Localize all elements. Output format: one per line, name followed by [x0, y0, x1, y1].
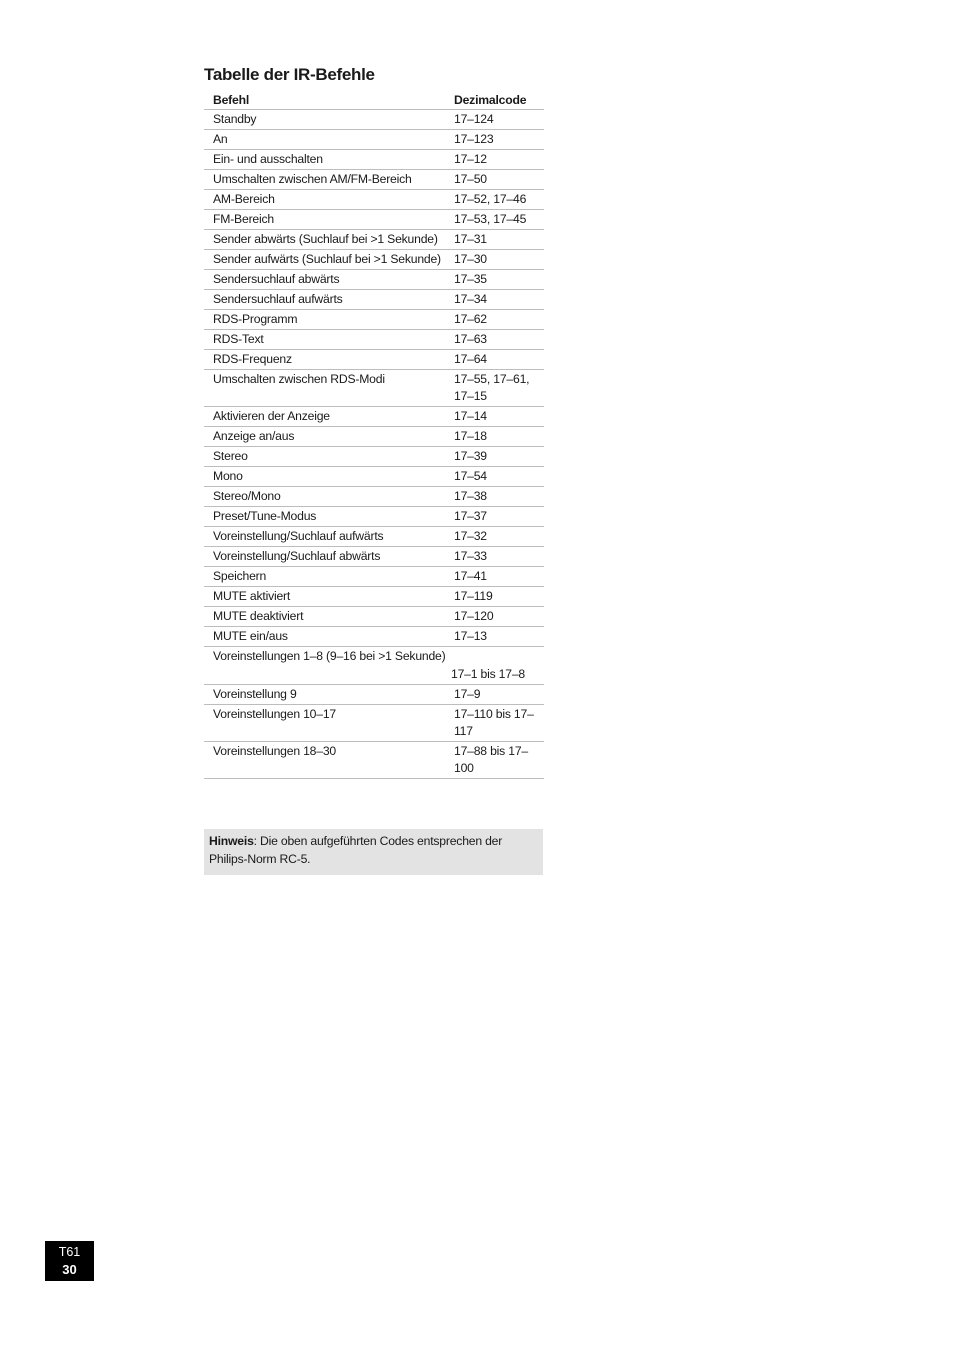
command-cell: Standby: [204, 110, 451, 130]
command-cell: Sender aufwärts (Suchlauf bei >1 Sekunde): [204, 250, 451, 270]
table-header-row: [204, 90, 544, 110]
code-cell: 17–63: [451, 330, 544, 350]
code-cell: 17–50: [451, 170, 544, 190]
table-row: [204, 190, 544, 210]
note-label: Hinweis: [209, 834, 254, 848]
code-cell: 17–124: [451, 110, 544, 130]
table-row: [204, 467, 544, 487]
table-row: [204, 427, 544, 447]
table-row: [204, 330, 544, 350]
table-row: [204, 587, 544, 607]
table-row: [204, 310, 544, 330]
code-cell: 17–41: [451, 567, 544, 587]
code-cell: 17–119: [451, 587, 544, 607]
command-cell: RDS-Programm: [204, 310, 451, 330]
code-cell: 17–31: [451, 230, 544, 250]
note-text: : Die oben aufgeführten Codes entsprechen der Philips-Norm RC-5.: [209, 834, 503, 866]
code-cell: 17–18: [451, 427, 544, 447]
column-header-command: Befehl: [204, 90, 451, 110]
command-cell: Umschalten zwischen AM/FM-Bereich: [204, 170, 451, 190]
code-cell: 17–13: [451, 627, 544, 647]
code-cell: 17–34: [451, 290, 544, 310]
code-cell: 17–64: [451, 350, 544, 370]
command-cell: Voreinstellung/Suchlauf aufwärts: [204, 527, 451, 547]
command-cell: Voreinstellung 9: [204, 685, 451, 705]
table-row: [204, 110, 544, 130]
code-cell: 17–12: [451, 150, 544, 170]
table-row: [204, 547, 544, 567]
table-row: [204, 742, 544, 779]
command-cell: Speichern: [204, 567, 451, 587]
command-cell: MUTE aktiviert: [204, 587, 451, 607]
page-title: Tabelle der IR-Befehle: [204, 65, 375, 84]
code-cell: 17–38: [451, 487, 544, 507]
page-number-badge: [45, 1241, 94, 1281]
code-cell: 17–32: [451, 527, 544, 547]
table-row: [204, 350, 544, 370]
table-row: [204, 607, 544, 627]
code-cell: 17–37: [451, 507, 544, 527]
split-row-cell: [204, 647, 544, 685]
table-row: [204, 447, 544, 467]
code-cell: 17–123: [451, 130, 544, 150]
code-cell: 17–9: [451, 685, 544, 705]
table-row: [204, 290, 544, 310]
table-row: [204, 210, 544, 230]
code-cell: 17–30: [451, 250, 544, 270]
table-row: [204, 685, 544, 705]
command-cell: Umschalten zwischen RDS-Modi: [204, 370, 451, 407]
code-cell: 17–120: [451, 607, 544, 627]
command-cell: RDS-Frequenz: [204, 350, 451, 370]
ir-command-table: [204, 90, 544, 779]
table-row: [204, 627, 544, 647]
command-cell: Ein- und ausschalten: [204, 150, 451, 170]
code-cell: 17–39: [451, 447, 544, 467]
note-box: [204, 829, 543, 875]
table-row: [204, 647, 544, 685]
command-cell: Aktivieren der Anzeige: [204, 407, 451, 427]
code-cell: 17–62: [451, 310, 544, 330]
code-cell: 17–14: [451, 407, 544, 427]
command-cell: Anzeige an/aus: [204, 427, 451, 447]
code-cell: 17–52, 17–46: [451, 190, 544, 210]
command-cell: Voreinstellungen 18–30: [204, 742, 451, 779]
code-cell: 17–110 bis 17–117: [451, 705, 544, 742]
command-cell: FM-Bereich: [204, 210, 451, 230]
page-number: 30: [62, 1262, 77, 1277]
command-cell: MUTE ein/aus: [204, 627, 451, 647]
command-cell: Stereo/Mono: [204, 487, 451, 507]
table-row: [204, 487, 544, 507]
column-header-code: Dezimalcode: [451, 90, 544, 110]
table-row: [204, 527, 544, 547]
table-row: [204, 407, 544, 427]
command-cell: MUTE deaktiviert: [204, 607, 451, 627]
table-row: [204, 705, 544, 742]
command-cell: Sender abwärts (Suchlauf bei >1 Sekunde): [204, 230, 451, 250]
command-cell: Sendersuchlauf aufwärts: [204, 290, 451, 310]
table-row: [204, 150, 544, 170]
table-row: [204, 250, 544, 270]
table-row: [204, 130, 544, 150]
command-cell: Voreinstellung/Suchlauf abwärts: [204, 547, 451, 567]
code-cell: 17–33: [451, 547, 544, 567]
command-cell: Stereo: [204, 447, 451, 467]
code-cell: 17–55, 17–61, 17–15: [451, 370, 544, 407]
command-cell: Preset/Tune-Modus: [204, 507, 451, 527]
table-row: [204, 270, 544, 290]
command-cell: AM-Bereich: [204, 190, 451, 210]
command-cell: An: [204, 130, 451, 150]
table-row: [204, 507, 544, 527]
table-row: [204, 370, 544, 407]
command-cell: Sendersuchlauf abwärts: [204, 270, 451, 290]
code-cell: 17–88 bis 17–100: [451, 742, 544, 779]
model-name: T61: [58, 1245, 81, 1259]
table-row: [204, 230, 544, 250]
code-cell: 17–1 bis 17–8: [451, 667, 525, 681]
table-row: [204, 567, 544, 587]
code-cell: 17–35: [451, 270, 544, 290]
code-cell: 17–53, 17–45: [451, 210, 544, 230]
command-cell: Mono: [204, 467, 451, 487]
command-cell: Voreinstellungen 10–17: [204, 705, 451, 742]
code-cell: 17–54: [451, 467, 544, 487]
command-cell: Voreinstellungen 1–8 (9–16 bei >1 Sekunde): [213, 649, 446, 663]
table-row: [204, 170, 544, 190]
command-cell: RDS-Text: [204, 330, 451, 350]
